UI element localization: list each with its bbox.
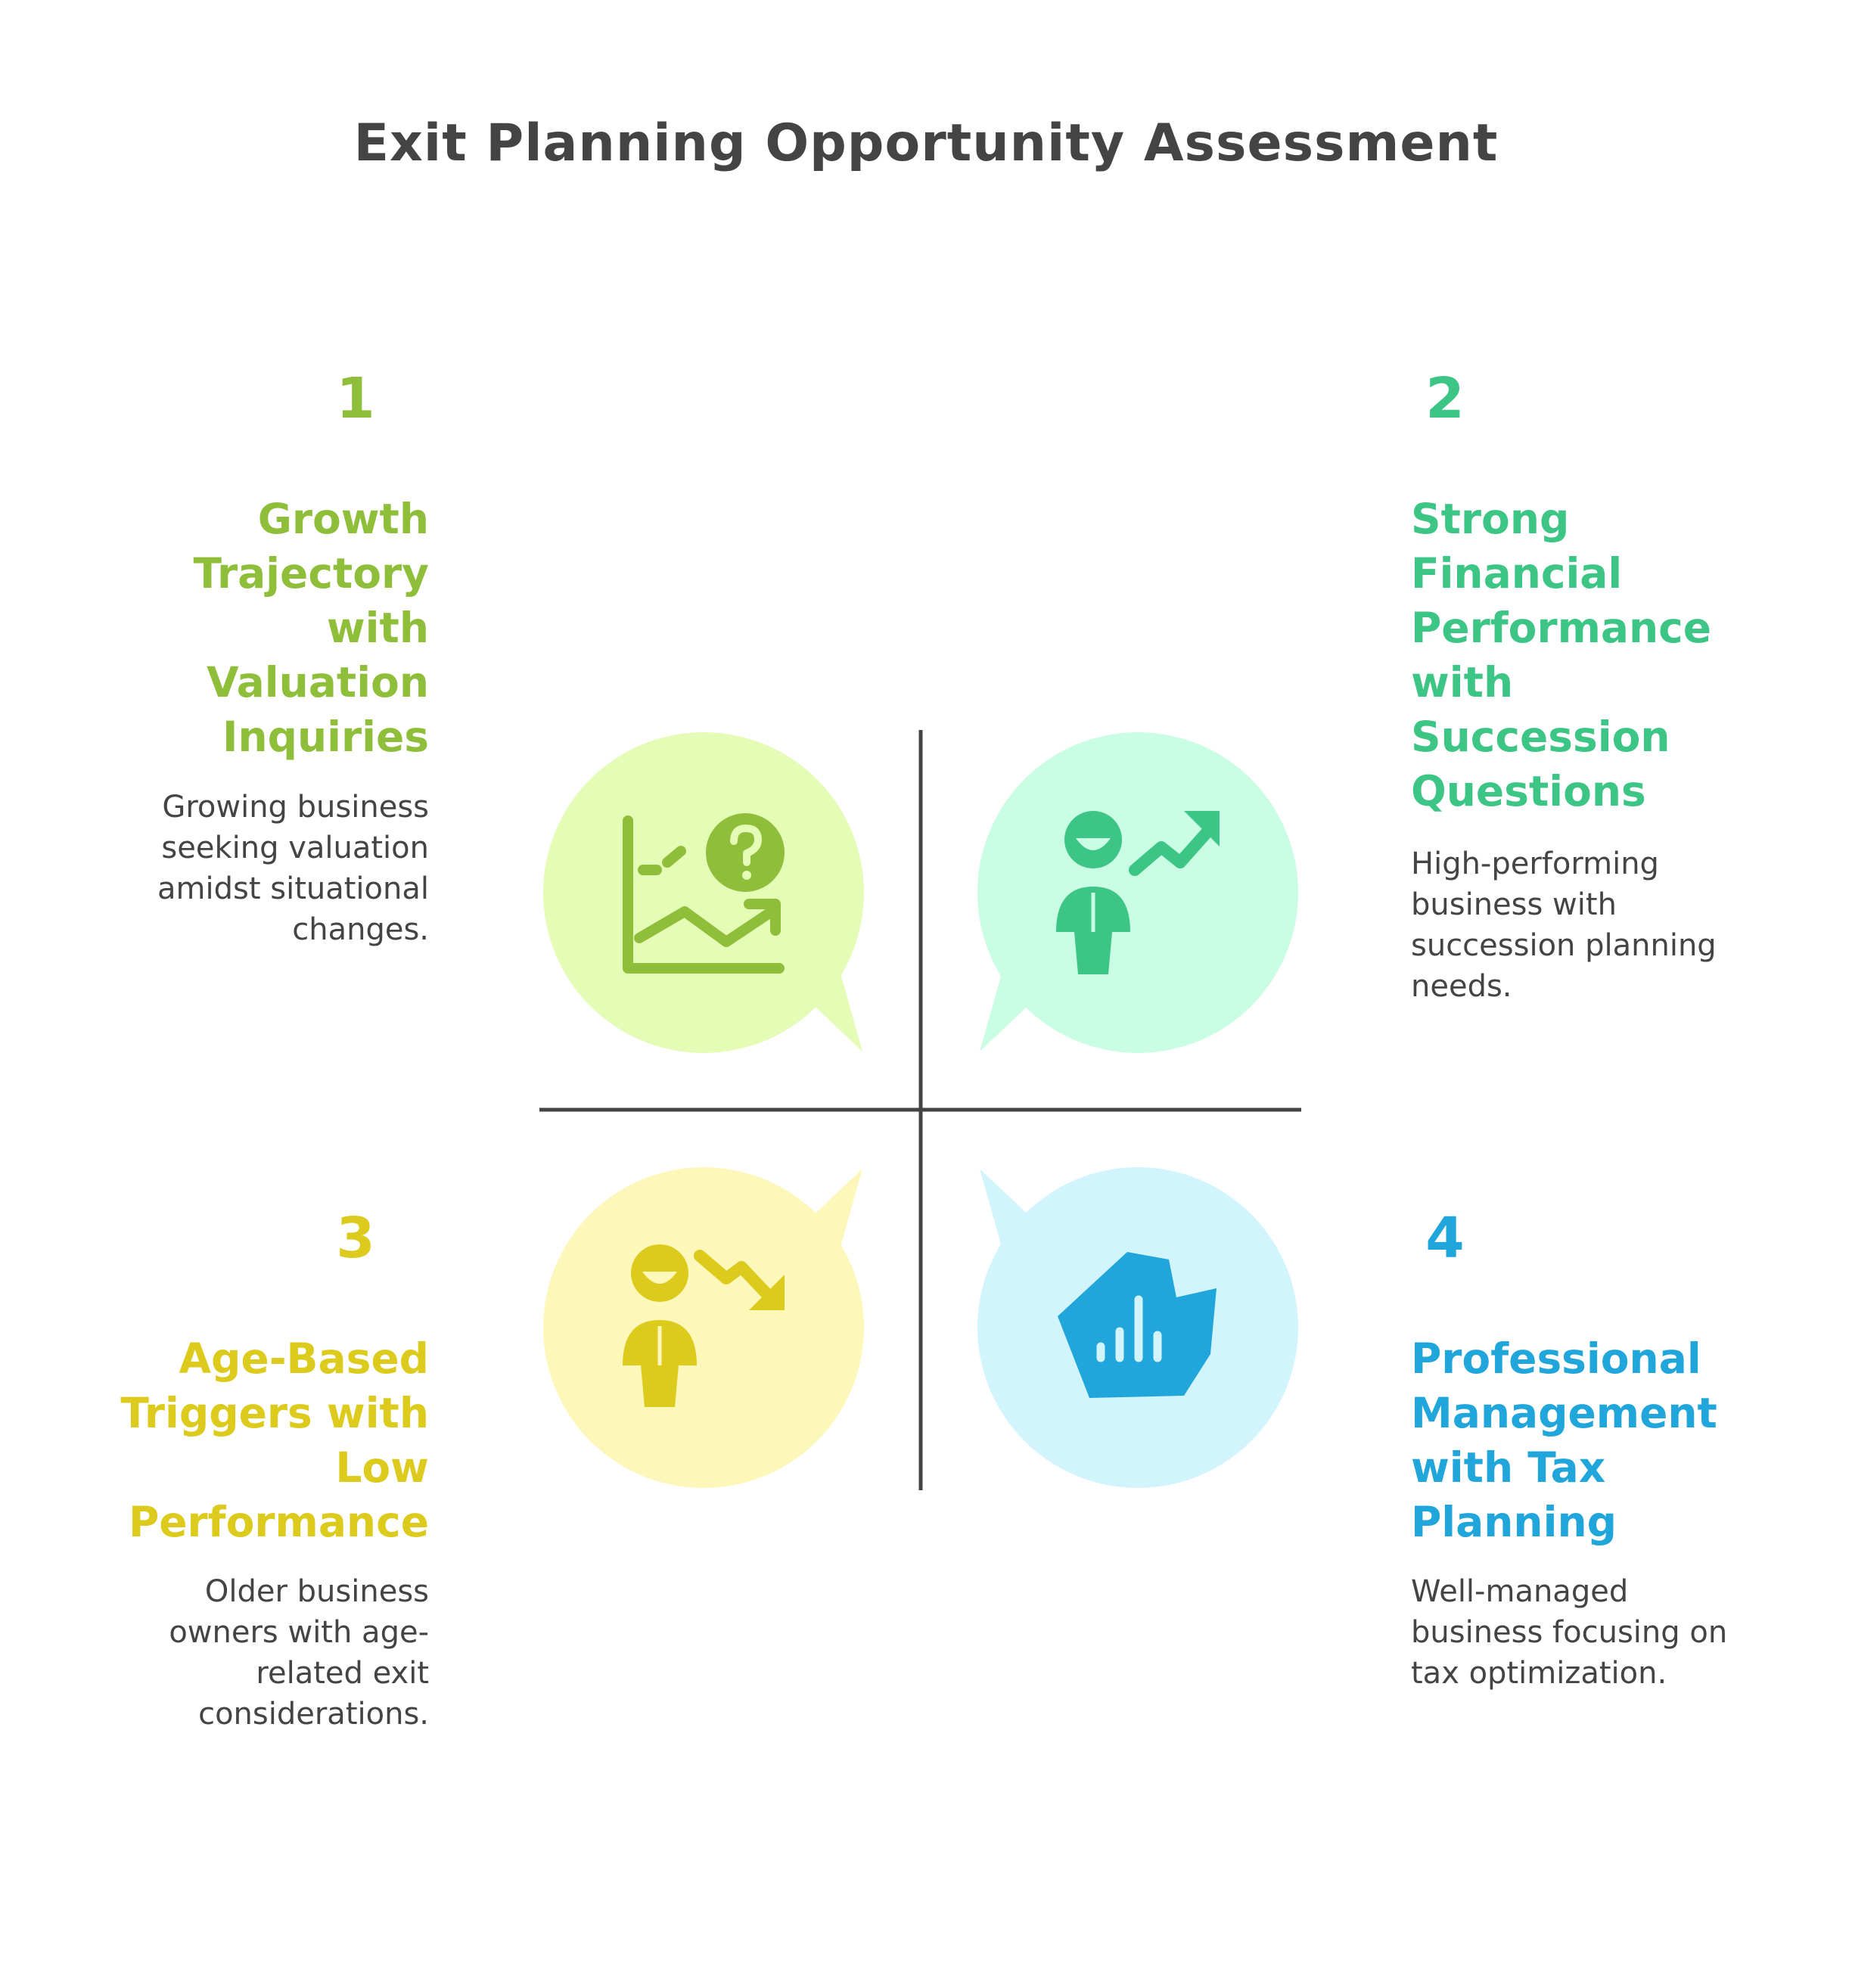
quadrant-2-description: High-performing business with succession planning needs.	[1411, 846, 1717, 1004]
quadrant-3-title: Age-Based Triggers with Low Performance	[120, 1334, 429, 1546]
quadrant-2-title: Strong Financial Performance with Succession Questions	[1411, 495, 1712, 815]
quadrant-1-bubble	[543, 732, 864, 1053]
quadrant-3-bubble	[543, 1167, 864, 1488]
quadrant-3-number: 3	[336, 1206, 375, 1271]
quadrant-4-description: Well-managed business focusing on tax optimization.	[1411, 1574, 1728, 1691]
quadrant-2-bubble	[977, 732, 1298, 1053]
quadrant-4-title: Professional Management with Tax Planning	[1411, 1334, 1717, 1546]
quadrant-3-description: Older business owners with age-related exit considerations.	[169, 1574, 429, 1732]
quadrant-2-number: 2	[1425, 366, 1465, 431]
quadrant-1-title: Growth Trajectory with Valuation Inquiries	[193, 495, 429, 761]
quadrant-1-number: 1	[336, 366, 375, 431]
quadrant-4-number: 4	[1425, 1206, 1465, 1271]
page-title: Exit Planning Opportunity Assessment	[353, 113, 1499, 173]
quadrant-1-description: Growing business seeking valuation amidst situational changes.	[157, 790, 429, 947]
